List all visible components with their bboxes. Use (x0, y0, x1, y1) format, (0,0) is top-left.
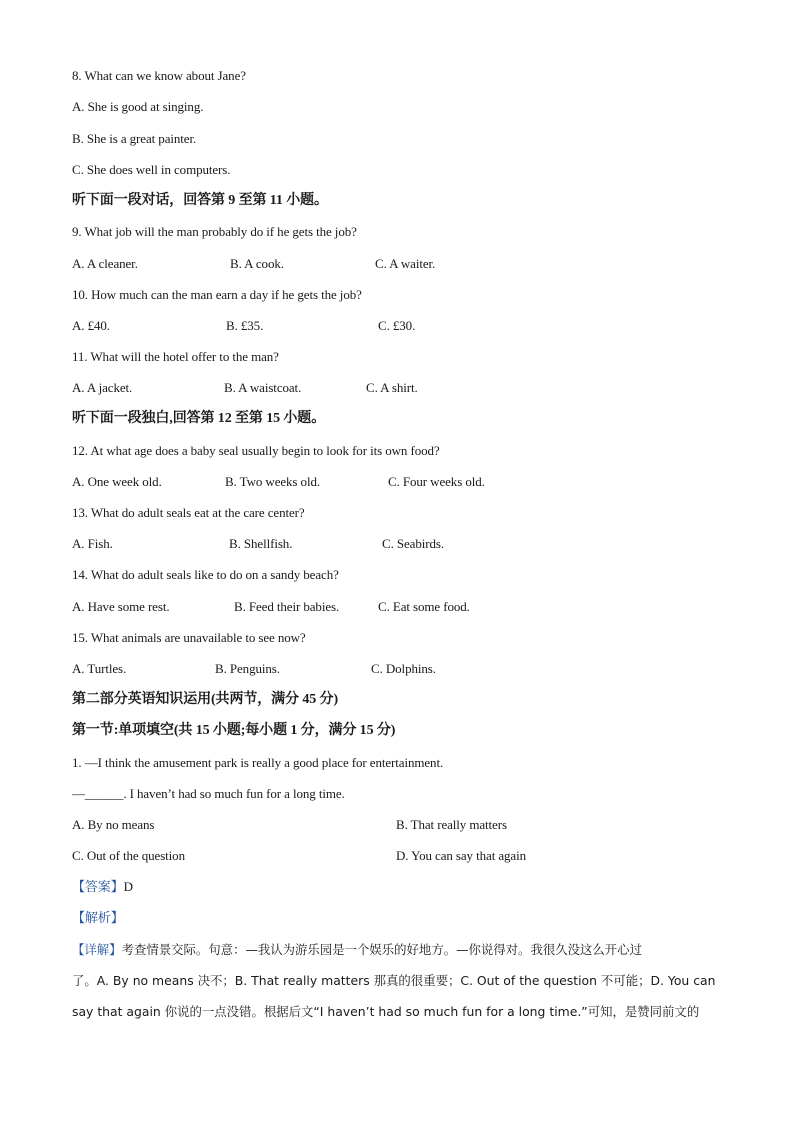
question-8-stem: 8. What can we know about Jane? (72, 68, 246, 83)
detail-text-1: 考查情景交际。句意：—我认为游乐园是一个娱乐的好地方。—你说得对。我很久没这么开心过 (121, 942, 642, 957)
question-14-option-c: C. Eat some food. (378, 599, 470, 614)
question-11-stem: 11. What will the hotel offer to the man? (72, 349, 279, 364)
question-12-option-a: A. One week old. (72, 474, 162, 489)
detail-line-2: 了。A. By no means 决不；B. That really matters 那真的很重要；C. Out of the question 不可能；D. You can (72, 973, 716, 988)
question-12-option-c: C. Four weeks old. (388, 474, 485, 489)
detail-line-3: say that again 你说的一点没错。根据后文“I haven’t had so much fun for a long time.”可知，是赞同前文的 (72, 1004, 700, 1019)
question-13-option-a: A. Fish. (72, 536, 113, 551)
grammar-question-1-option-c: C. Out of the question (72, 848, 185, 863)
question-8-option-c: C. She does well in computers. (72, 162, 231, 177)
question-15-stem: 15. What animals are unavailable to see now? (72, 630, 306, 645)
question-12-option-b: B. Two weeks old. (225, 474, 321, 489)
question-15-option-b: B. Penguins. (215, 661, 280, 676)
part-2-heading: 第二部分英语知识运用(共两节，满分 45 分) (72, 692, 339, 707)
answer-line (72, 879, 133, 895)
question-10-option-b: B. £35. (226, 318, 264, 333)
analysis-label: 【解析】 (72, 910, 124, 925)
question-9-option-c: C. A waiter. (375, 256, 436, 271)
question-8-option-b: B. She is a great painter. (72, 131, 197, 146)
question-12-stem: 12. At what age does a baby seal usually begin to look for its own food? (72, 443, 440, 458)
grammar-question-1-option-d: D. You can say that again (396, 848, 527, 863)
detail-line-1 (72, 942, 642, 958)
question-8-option-a: A. She is good at singing. (72, 99, 204, 114)
question-11-option-c: C. A shirt. (366, 380, 418, 395)
analysis-line (72, 910, 124, 926)
detail-label: 【详解】 (72, 942, 122, 957)
grammar-question-1-stem: 1. —I think the amusement park is really a good place for entertainment. (72, 755, 444, 770)
answer-value: D (123, 879, 133, 894)
grammar-question-1-option-b: B. That really matters (396, 817, 507, 832)
answer-label: 【答案】 (72, 879, 124, 894)
question-9-option-a: A. A cleaner. (72, 256, 138, 271)
question-14-option-b: B. Feed their babies. (234, 599, 340, 614)
question-9-stem: 9. What job will the man probably do if he gets the job? (72, 224, 357, 239)
reply-dash: — (72, 786, 85, 801)
question-13-stem: 13. What do adult seals eat at the care center? (72, 505, 305, 520)
reply-blank: ______ (84, 786, 124, 801)
question-13-option-c: C. Seabirds. (382, 536, 444, 551)
section-heading-12-15: 听下面一段独白,回答第 12 至第 15 小题。 (72, 411, 326, 426)
question-10-stem: 10. How much can the man earn a day if he gets the job? (72, 287, 362, 302)
question-15-option-a: A. Turtles. (72, 661, 127, 676)
question-11-option-b: B. A waistcoat. (224, 380, 302, 395)
question-13-option-b: B. Shellfish. (229, 536, 293, 551)
grammar-question-1-reply (72, 786, 345, 802)
question-15-option-c: C. Dolphins. (371, 661, 436, 676)
grammar-question-1-option-a: A. By no means (72, 817, 155, 832)
section-heading-9-11: 听下面一段对话，回答第 9 至第 11 小题。 (72, 193, 328, 208)
question-14-stem: 14. What do adult seals like to do on a sandy beach? (72, 567, 339, 582)
question-14-option-a: A. Have some rest. (72, 599, 170, 614)
section-1-heading: 第一节:单项填空(共 15 小题;每小题 1 分，满分 15 分) (72, 723, 396, 738)
question-10-option-c: C. £30. (378, 318, 416, 333)
reply-text: . I haven’t had so much fun for a long time. (123, 786, 345, 801)
question-9-option-b: B. A cook. (230, 256, 284, 271)
question-10-option-a: A. £40. (72, 318, 110, 333)
question-11-option-a: A. A jacket. (72, 380, 133, 395)
